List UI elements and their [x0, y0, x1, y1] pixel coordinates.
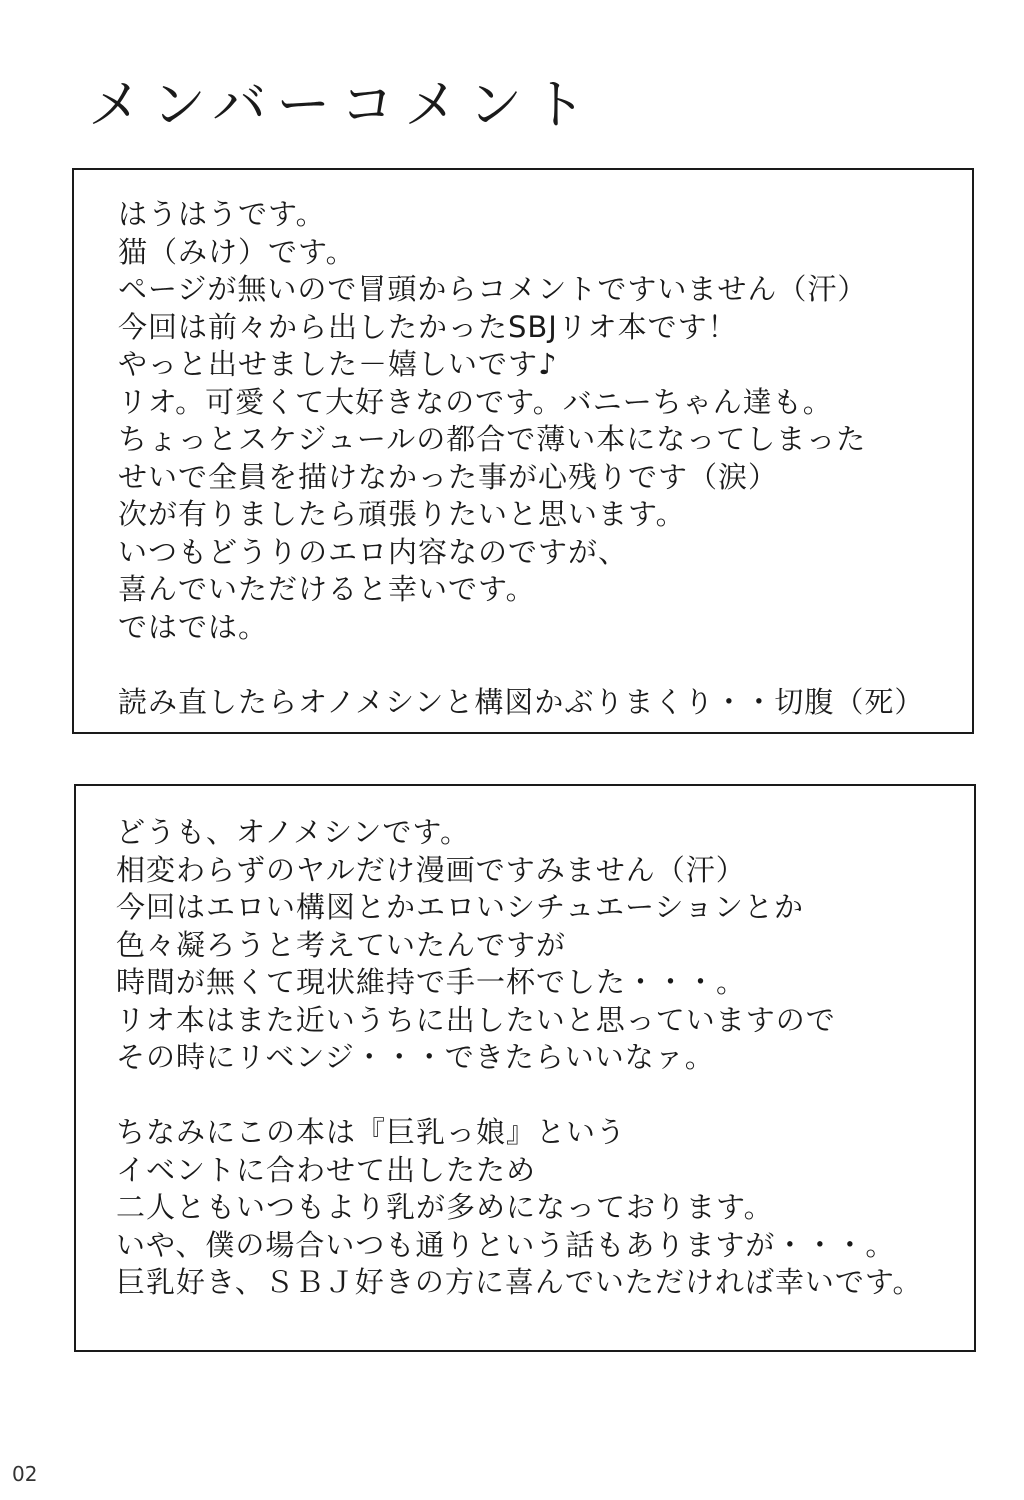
comment-text-2 [116, 814, 964, 1302]
comment-text-1 [118, 196, 962, 721]
comment-line: 巨乳好き、ＳＢＪ好きの方に喜んでいただければ幸いです。 [116, 1265, 923, 1299]
comment-line: どうも、オノメシンです。 [116, 815, 471, 849]
comment-line: 読み直したらオノメシンと構図かぶりまくり・・切腹（死） [118, 684, 925, 719]
comment-line: 喜んでいただけると幸いです。 [118, 572, 536, 606]
comment-line: 今回はエロい構図とかエロいシチュエーションとか [116, 890, 804, 924]
comment-line: 猫（みけ）です。 [118, 234, 356, 269]
comment-line: ちなみにこの本は『巨乳っ娘』という [116, 1115, 627, 1149]
comment-line: 相変わらずのヤルだけ漫画ですみません（汗） [116, 852, 746, 887]
comment-line: やっと出せました－嬉しいです♪ [118, 347, 558, 381]
comment-line: せいで全員を描けなかった事が心残りです（涙） [118, 459, 779, 494]
comment-line: 色々凝ろうと考えていたんですが [116, 927, 567, 962]
comment-line: いつもどうりのエロ内容なのですが、 [118, 534, 629, 569]
page-number: 02 [12, 1462, 38, 1486]
page-title: メンバーコメント [88, 73, 597, 136]
comment-line: 次が有りましたら頑張りたいと思います。 [118, 497, 686, 531]
comment-box-1 [72, 168, 974, 734]
comment-line: リオ本はまた近いうちに出したいと思っていますので [116, 1002, 836, 1037]
blank-line [116, 1077, 964, 1115]
comment-box-2 [74, 784, 976, 1352]
comment-line: イベントに合わせて出したため [116, 1152, 537, 1187]
comment-line: その時にリベンジ・・・できたらいいなァ。 [116, 1040, 715, 1074]
comment-line: リオ。可愛くて大好きなのです。バニーちゃん達も。 [118, 384, 833, 419]
comment-line: ではでは。 [118, 609, 269, 644]
comment-line: はうはうです。 [118, 197, 326, 231]
comment-line: 時間が無くて現状維持で手一杯でした・・・。 [116, 965, 747, 999]
blank-line [118, 646, 962, 684]
comment-line: ページが無いので冒頭からコメントですいません（汗） [118, 272, 868, 306]
comment-line: 二人ともいつもより乳が多めになっております。 [116, 1190, 774, 1224]
comment-line: いや、僕の場合いつも通りという話もありますが・・・。 [116, 1227, 896, 1262]
comment-line: 今回は前々から出したかったSBJリオ本です！ [118, 309, 738, 344]
comment-line: ちょっとスケジュールの都合で薄い本になってしまった [118, 422, 867, 456]
